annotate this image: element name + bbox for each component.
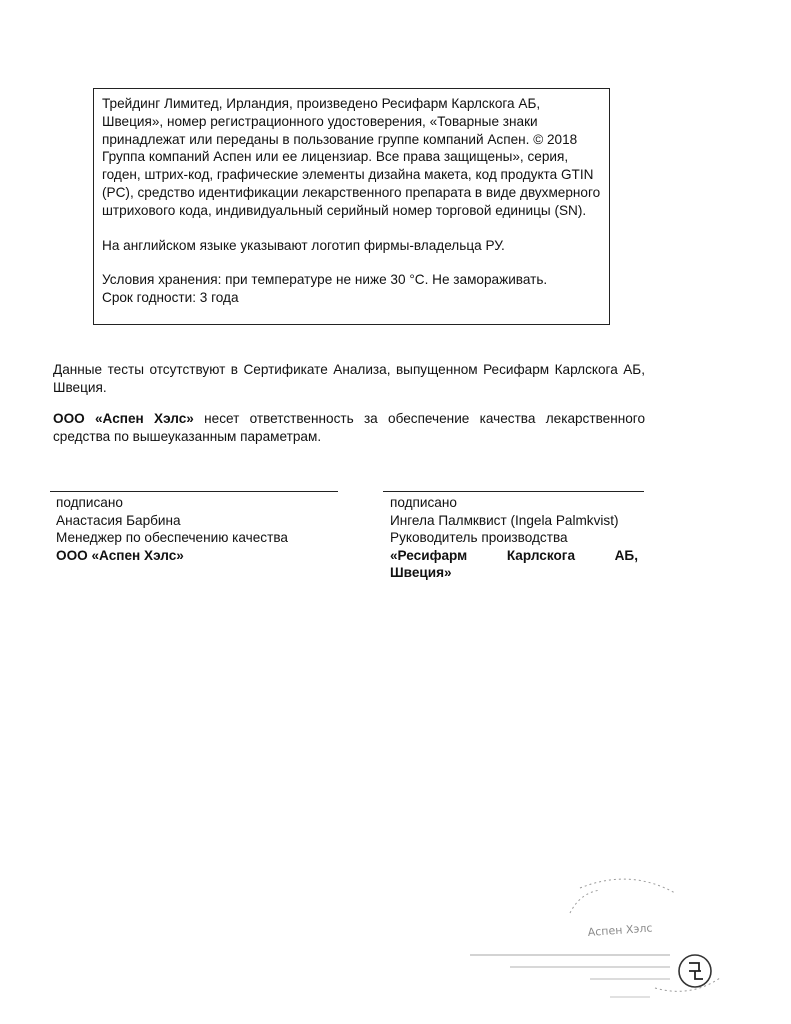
company-word-3: АБ,	[614, 547, 638, 563]
responsibility-company: ООО «Аспен Хэлс»	[53, 411, 194, 426]
signatory-role-right: Руководитель производства	[390, 530, 568, 546]
storage-conditions: Условия хранения: при температуре не ниже 30 °С. Не замораживать.	[102, 272, 548, 288]
responsibility-line	[53, 410, 645, 446]
signed-status-right: подписано	[390, 495, 457, 510]
company-word-2: Карлскога	[506, 547, 575, 563]
signatory-company-left: ООО «Аспен Хэлс»	[56, 547, 184, 563]
shelf-life: Срок годности: 3 года	[102, 290, 239, 306]
signature-line-left	[50, 491, 338, 492]
product-info-box	[93, 88, 610, 325]
signatory-name-left: Анастасия Барбина	[56, 512, 181, 528]
signatory-right	[390, 494, 640, 582]
signatory-company-right	[390, 547, 638, 565]
stamp-text: Аспен Хэлс	[587, 921, 653, 939]
faded-stamp	[460, 868, 760, 1018]
box-paragraph-logo: На английском языке указывают логотип фирмы-владельца РУ.	[102, 237, 505, 253]
signatory-left	[56, 494, 336, 564]
box-paragraph-labeling: Трейдинг Лимитед, Ирландия, произведено Ресифарм Карлскога АБ, Швеция», номер регистрационного удостоверения, «Товарные знаки принадлежат или переданы в пользование группе компаний Аспен. © 2018 Группа компаний Аспен или ее лицензиар. Все права защищены», серия, годен, штрих-код, графические элементы дизайна макета, код продукта GTIN (PC), средство идентификации лекарственного препарата в виде двухмерного штрихового кода, индивидуальный серийный номер торговой единицы (SN).	[102, 96, 601, 218]
signed-status-left: подписано	[56, 495, 123, 510]
signature-line-right	[383, 491, 644, 492]
signatory-role-left: Менеджер по обеспечению качества	[56, 530, 288, 546]
note-paragraph	[53, 361, 645, 397]
signatory-name-right: Ингела Палмквист (Ingela Palmkvist)	[390, 512, 619, 528]
signatory-company-right-line2: Швеция»	[390, 565, 452, 581]
responsibility-text: несет ответственность за обеспечение качества лекарственного средства по вышеуказанным параметрам.	[53, 411, 646, 444]
company-word-1: «Ресифарм	[390, 547, 468, 563]
responsibility-paragraph	[53, 410, 645, 446]
note-text: Данные тесты отсутствуют в Сертификате Анализа, выпущенном Ресифарм Карлскога АБ, Швеция.	[53, 362, 645, 395]
